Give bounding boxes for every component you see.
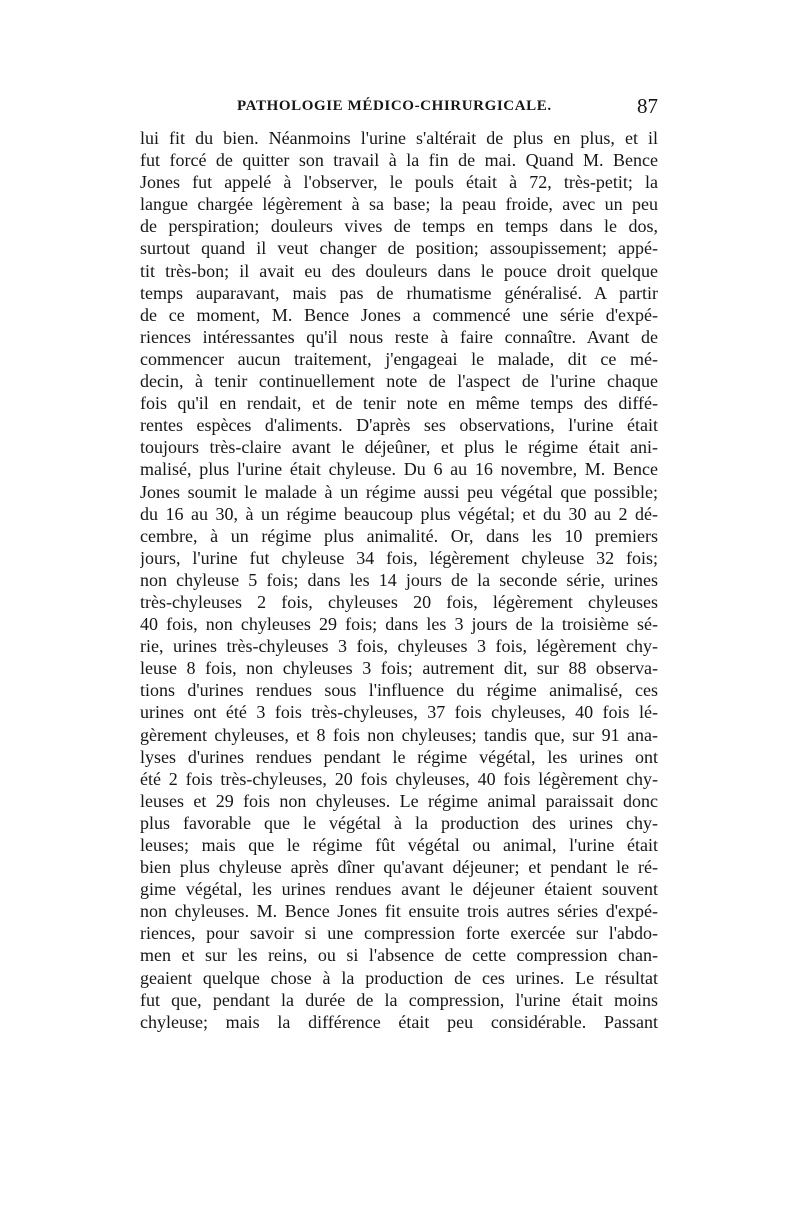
text-line: 40 fois, non chyleuses 29 fois; dans les 3 jours de la troisième sé- — [140, 614, 658, 635]
text-line: surtout quand il veut changer de position; assoupissement; appé- — [140, 238, 658, 259]
text-line: rentes espèces d'aliments. D'après ses observations, l'urine était — [140, 415, 658, 436]
running-head — [140, 96, 658, 124]
text-line: riences, pour savoir si une compression forte exercée sur l'abdo- — [140, 923, 658, 944]
text-line: riences intéressantes qu'il nous reste à faire connaître. Avant de — [140, 326, 658, 347]
text-line: gime végétal, les urines rendues avant le déjeuner étaient souvent — [140, 879, 658, 900]
text-line: men et sur les reins, ou si l'absence de cette compression chan- — [140, 945, 658, 966]
body-text — [140, 127, 658, 1033]
text-line: Jones soumit le malade à un régime aussi peu végétal que possible; — [140, 481, 658, 502]
text-line: été 2 fois très-chyleuses, 20 fois chyleuses, 40 fois légèrement chy- — [140, 768, 658, 789]
text-line: fut forcé de quitter son travail à la fin de mai. Quand M. Bence — [140, 150, 658, 171]
text-line: decin, à tenir continuellement note de l'aspect de l'urine chaque — [140, 371, 658, 392]
text-line: plus favorable que le végétal à la production des urines chy- — [140, 812, 658, 833]
text-line: du 16 au 30, à un régime beaucoup plus végétal; et du 30 au 2 dé- — [140, 503, 658, 524]
text-line: fut que, pendant la durée de la compression, l'urine était moins — [140, 989, 658, 1010]
text-line: leuse 8 fois, non chyleuses 3 fois; autrement dit, sur 88 observa- — [140, 658, 658, 679]
text-line: fois qu'il en rendait, et de tenir note en même temps des diffé- — [140, 393, 658, 414]
running-title: PATHOLOGIE MÉDICO-CHIRURGICALE. — [237, 98, 552, 114]
text-line: leuses; mais que le régime fût végétal ou animal, l'urine était — [140, 835, 658, 855]
text-line: de ce moment, M. Bence Jones a commencé une série d'expé- — [140, 304, 658, 325]
text-line: gèrement chyleuses, et 8 fois non chyleuses; tandis que, sur 91 ana- — [140, 724, 658, 745]
page-number: 87 — [637, 94, 658, 118]
text-line: non chyleuse 5 fois; dans les 14 jours de la seconde série, urines — [140, 569, 658, 590]
text-line: tit très-bon; il avait eu des douleurs dans le pouce droit quelque — [140, 260, 658, 281]
text-line: urines ont été 3 fois très-chyleuses, 37 fois chyleuses, 40 fois lé- — [140, 702, 658, 723]
text-line: jours, l'urine fut chyleuse 34 fois, légèrement chyleuse 32 fois; — [140, 547, 658, 568]
text-line: bien plus chyleuse après dîner qu'avant déjeuner; et pendant le ré- — [140, 857, 658, 878]
text-line: rie, urines très-chyleuses 3 fois, chyleuses 3 fois, légèrement chy- — [140, 636, 658, 657]
text-line: de perspiration; douleurs vives de temps en temps dans le dos, — [140, 216, 658, 237]
text-line: geaient quelque chose à la production de ces urines. Le résultat — [140, 967, 658, 988]
text-line: lyses d'urines rendues pendant le régime végétal, les urines ont — [140, 746, 658, 767]
text-line: lui fit du bien. Néanmoins l'urine s'altérait de plus en plus, et il — [140, 128, 658, 148]
text-line: commencer aucun traitement, j'engageai le malade, dit ce mé- — [140, 348, 658, 369]
text-line: temps auparavant, mais pas de rhumatisme généralisé. A partir — [140, 282, 658, 303]
text-line: tions d'urines rendues sous l'influence du régime animalisé, ces — [140, 680, 658, 701]
text-line: chyleuse; mais la différence était peu considérable. Passant — [140, 1011, 658, 1032]
text-line: malisé, plus l'urine était chyleuse. Du 6 au 16 novembre, M. Bence — [140, 459, 658, 480]
text-line: Jones fut appelé à l'observer, le pouls était à 72, très-petit; la — [140, 172, 658, 193]
text-line: cembre, à un régime plus animalité. Or, dans les 10 premiers — [140, 525, 658, 546]
text-line: leuses et 29 fois non chyleuses. Le régime animal paraissait donc — [140, 790, 658, 811]
text-line: langue chargée légèrement à sa base; la peau froide, avec un peu — [140, 194, 658, 215]
text-line: très-chyleuses 2 fois, chyleuses 20 fois, légèrement chyleuses — [140, 591, 658, 612]
text-line: non chyleuses. M. Bence Jones fit ensuite trois autres séries d'expé- — [140, 901, 658, 922]
text-line: toujours très-claire avant le déjeûner, et plus le régime était ani- — [140, 437, 658, 458]
